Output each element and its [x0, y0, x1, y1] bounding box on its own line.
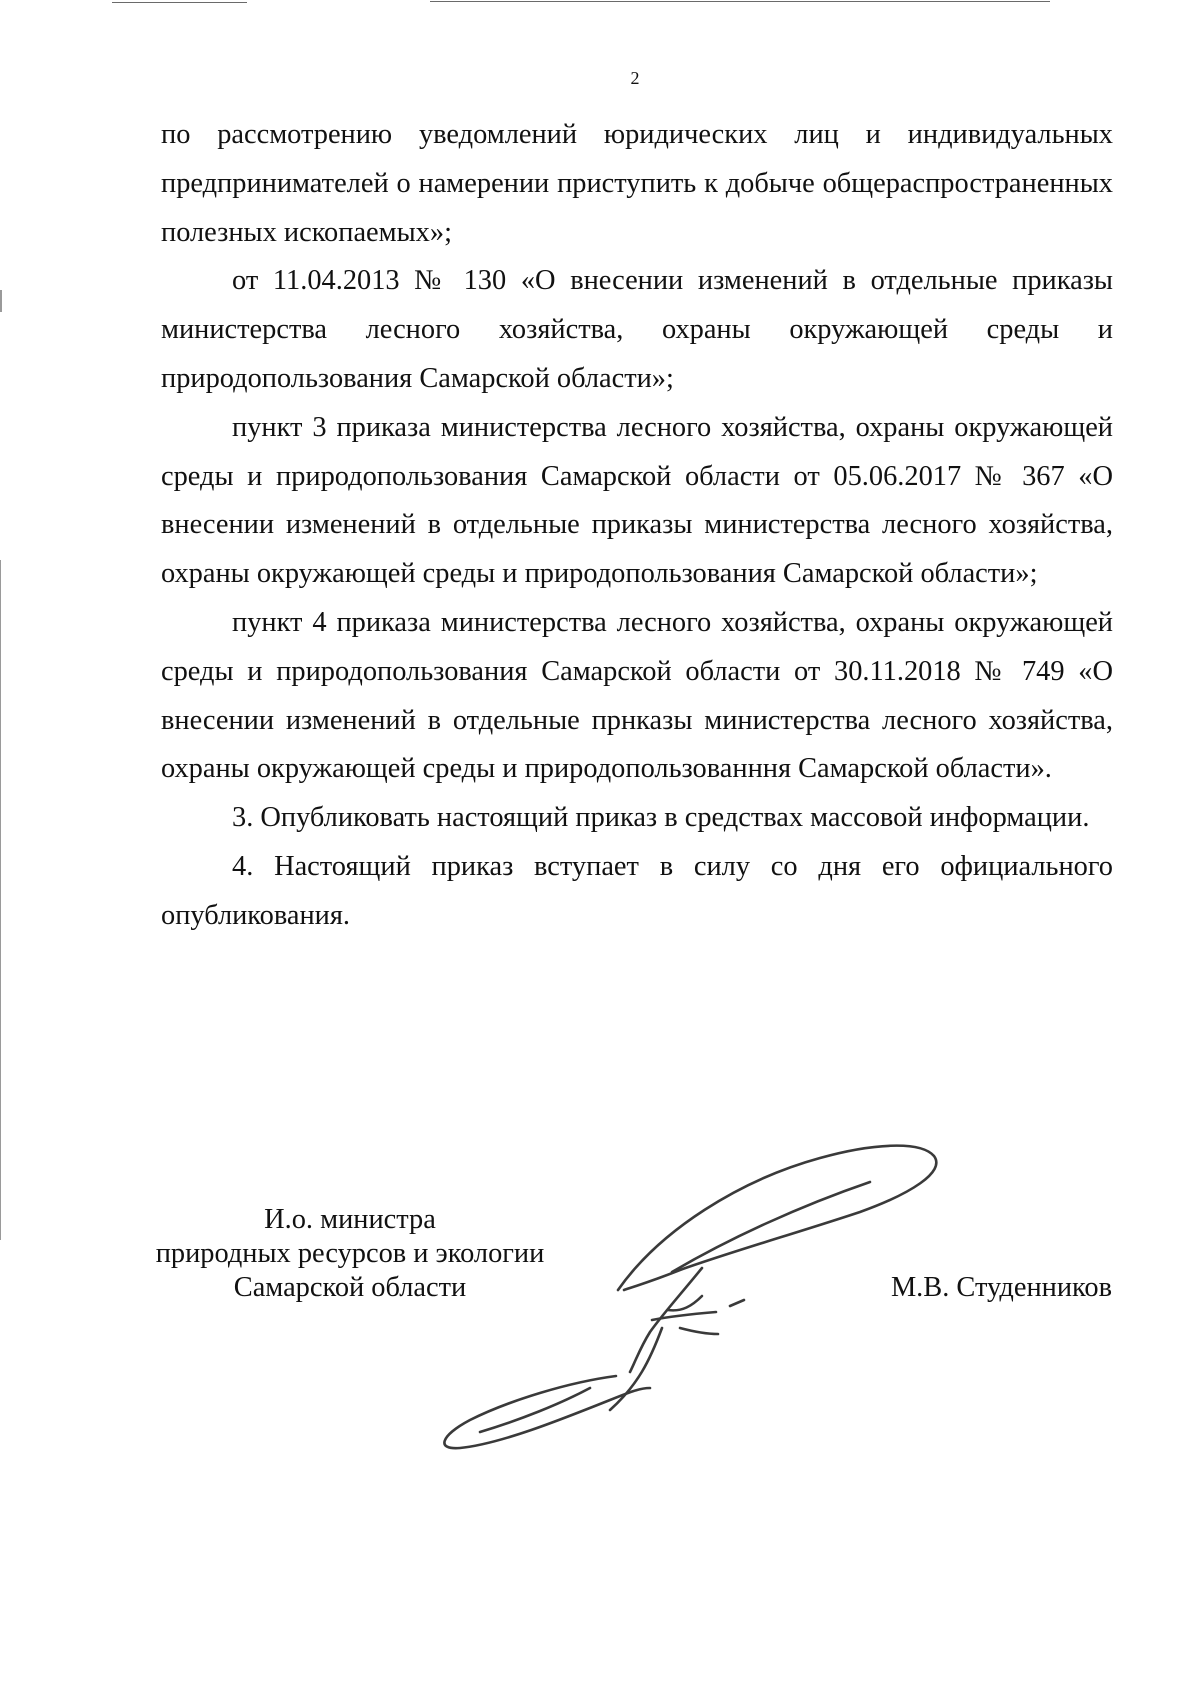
scan-edge-line	[0, 290, 2, 312]
scan-edge-line	[112, 2, 247, 3]
signatory-title-line: природных ресурсов и экологии	[155, 1238, 545, 1269]
signature-stroke	[444, 1376, 650, 1448]
paragraph: 4. Настоящий приказ вступает в силу со дня его официального опубликования.	[161, 850, 1113, 931]
paragraph: пункт 4 приказа министерства лесного хозяйства, охраны окружающей среды и природопользования Самарской области от 30.11.2018 № 749 «О внесении изменений в отдельные прнказы министерства лесного хозяйства, охраны окружающей среды и природопользованння Самарской области».	[161, 606, 1113, 785]
signature-stroke	[680, 1328, 718, 1334]
document-body	[161, 111, 1113, 941]
scan-edge-line	[430, 1, 1050, 2]
signatory-title-line: И.о. министра	[264, 1204, 436, 1235]
signature-stroke	[672, 1182, 870, 1272]
signatory-title-line: Самарской области	[233, 1272, 467, 1303]
page-number: 2	[630, 68, 640, 88]
signature-stroke	[730, 1300, 744, 1306]
paragraph: от 11.04.2013 № 130 «О внесении изменений в отдельные приказы министерства лесного хозяйства, охраны окружающей среды и природопользования Самарской области»;	[161, 265, 1113, 394]
paragraph: по рассмотрению уведомлений юридических лиц и индивидуальных предпринимателей о намерении приступить к добыче общераспространенных полезных ископаемых»;	[161, 119, 1113, 248]
paragraph: 3. Опубликовать настоящий приказ в средствах массовой информации.	[232, 802, 1090, 834]
scan-edge-line	[0, 560, 1, 1240]
handwritten-signature	[440, 1120, 960, 1460]
signatory-name: М.В. Студенников	[890, 1272, 1112, 1303]
paragraph: пункт 3 приказа министерства лесного хозяйства, охраны окружающей среды и природопользования Самарской области от 05.06.2017 № 367 «О внесении изменений в отдельные приказы министерства лесного хозяйства, охраны окружающей среды и природопользования Самарской области»;	[161, 411, 1113, 590]
